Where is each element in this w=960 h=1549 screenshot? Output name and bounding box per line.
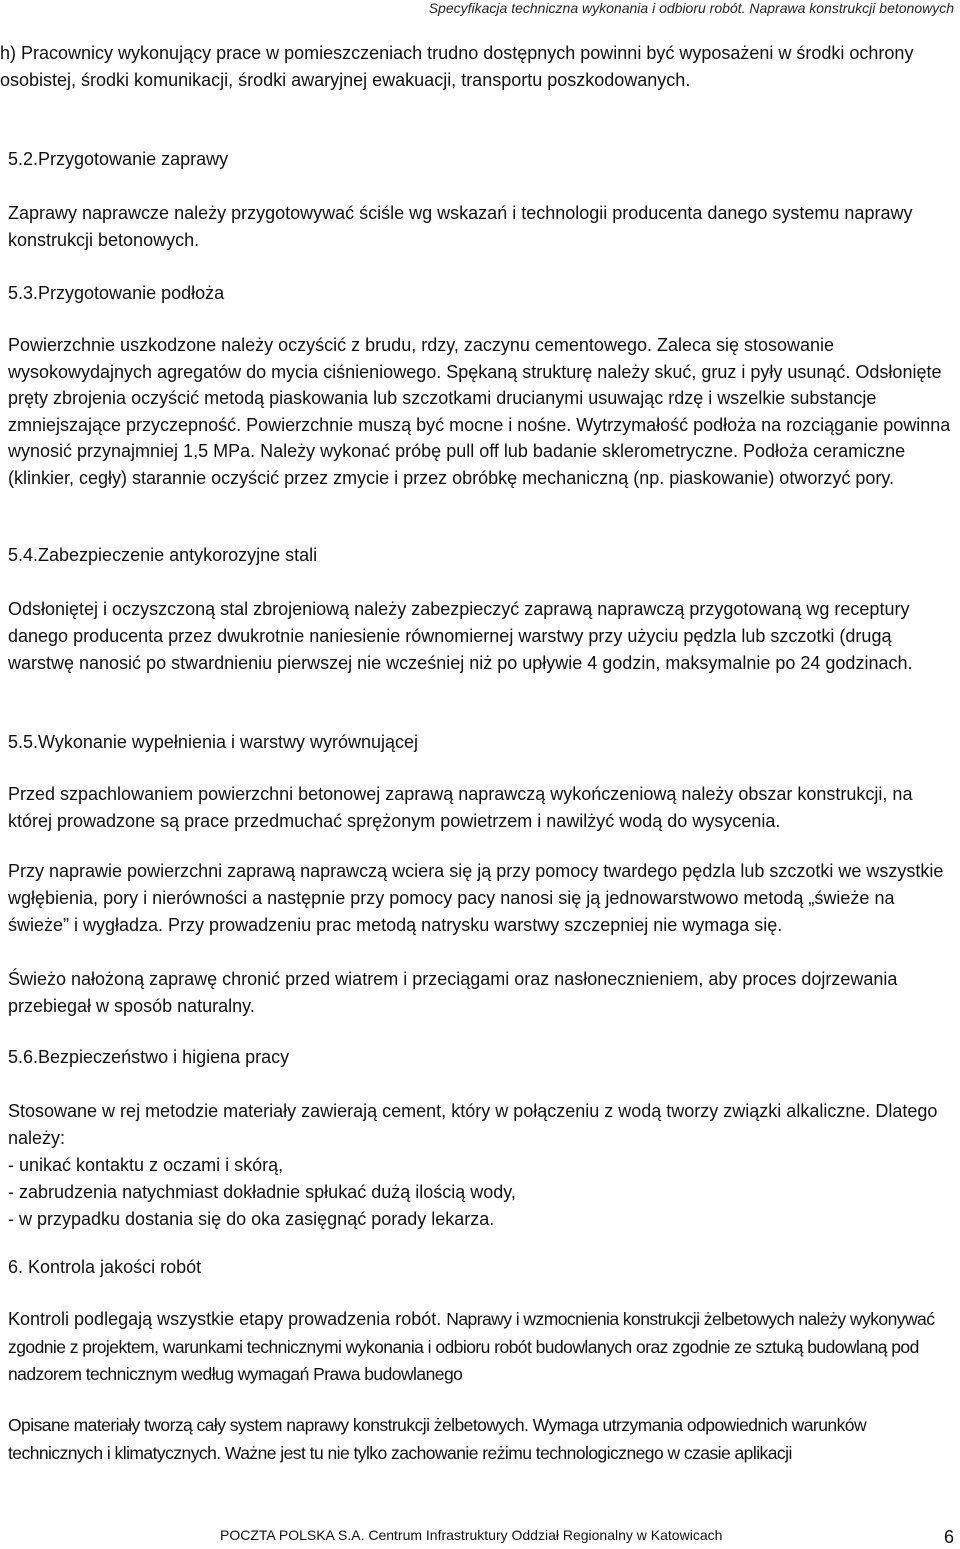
heading-5-4: 5.4.Zabezpieczenie antykorozyjne stali bbox=[8, 545, 318, 565]
heading-6: 6. Kontrola jakości robót bbox=[8, 1257, 202, 1277]
text-5-5-p3: Świeżo nałożoną zaprawę chronić przed wiatrem i przeciągami oraz nasłonecznieniem, aby proces dojrzewania przebiegał w sposób naturalny. bbox=[8, 969, 898, 1016]
page-number: 6 bbox=[943, 1527, 954, 1547]
running-header: Specyfikacja techniczna wykonania i odbioru robót. Naprawa konstrukcji betonowych bbox=[428, 0, 954, 16]
item-h: h) Pracownicy wykonujący prace w pomieszczeniach trudno dostępnych powinni być wyposażeni w środki ochrony osobistej, środki komunikacji, środki awaryjnej ewakuacji, transportu poszkodowanych. bbox=[0, 43, 914, 90]
text-5-6: Stosowane w rej metodzie materiały zawierają cement, który w połączeniu z wodą tworzy związki alkaliczne. Dlatego należy: bbox=[8, 1101, 938, 1148]
heading-5-5: 5.5.Wykonanie wypełnienia i warstwy wyrównującej bbox=[8, 732, 419, 752]
text-6-p1 bbox=[8, 1306, 954, 1389]
heading-5-3: 5.3.Przygotowanie podłoża bbox=[8, 283, 225, 303]
text-6-p1a: Kontroli podlegają wszystkie etapy prowadzenia robót. bbox=[8, 1309, 447, 1329]
text-5-5-p1: Przed szpachlowaniem powierzchni betonowej zaprawą naprawczą wykończeniową należy obszar konstrukcji, na której prowadzone są prace przedmuchać sprężonym powietrzem i nawilżyć wodą do wysycenia. bbox=[8, 784, 913, 831]
text-5-2: Zaprawy naprawcze należy przygotowywać ściśle wg wskazań i technologii producenta danego systemu naprawy konstrukcji betonowych. bbox=[8, 203, 913, 250]
text-6-p2: Opisane materiały tworzą cały system naprawy konstrukcji żelbetowych. Wymaga utrzymania odpowiednich warunków technicznych i klimatycznych. Ważne jest tu nie tylko zachowanie reżimu technologicznego w czasie aplikacji bbox=[8, 1415, 867, 1463]
heading-5-2: 5.2.Przygotowanie zaprawy bbox=[8, 149, 229, 169]
text-5-3: Powierzchnie uszkodzone należy oczyścić z brudu, rdzy, zaczynu cementowego. Zaleca się stosowanie wysokowydajnych agregatów do mycia ciśnieniowego. Spękaną strukturę należy skuć, gruz i pyły usunąć. Odsłonięte pręty zbrojenia oczyścić metodą piaskowania lub szczotkami drucianymi usuwając rdzę i wszelkie substancje zmniejszające przyczepność. Powierzchnie muszą być mocne i nośne. Wytrzymałość podłoża na rozciąganie powinna wynosić przynajmniej 1,5 MPa. Należy wykonać próbę pull off lub badanie sklerometryczne. Podłoża ceramiczne (klinkier, cegły) starannie oczyścić przez zmycie i przez obróbkę mechaniczną (np. piaskowanie) otworzyć pory. bbox=[8, 335, 951, 488]
heading-5-6: 5.6.Bezpieczeństwo i higiena pracy bbox=[8, 1047, 290, 1067]
text-5-4: Odsłoniętej i oczyszczoną stal zbrojeniową należy zabezpieczyć zaprawą naprawczą przygotowaną wg receptury danego producenta przez dwukrotnie naniesienie równomiernej warstwy przy użyciu pędzla lub szczotki (drugą warstwę nanosić po stwardnieniu pierwszej nie wcześniej niż po upływie 4 godzin, maksymalnie po 24 godzinach. bbox=[8, 599, 913, 673]
list-item: - w przypadku dostania się do oka zasięgnąć porady lekarza. bbox=[8, 1209, 495, 1229]
footer: POCZTA POLSKA S.A. Centrum Infrastruktury Oddział Regionalny w Katowicach bbox=[220, 1527, 723, 1543]
list-item: - unikać kontaktu z oczami i skórą, bbox=[8, 1155, 284, 1175]
list-item: - zabrudzenia natychmiast dokładnie spłukać dużą ilością wody, bbox=[8, 1182, 516, 1202]
text-6-p1b: Naprawy i wzmocnienia konstrukcji żelbetowych należy wykonywać zgodnie z projektem, warunkami technicznymi wykonania i odbioru robót budowlanych oraz zgodnie ze sztuką budowlaną pod nadzorem technicznym według wymagań Prawa budowlanego bbox=[8, 1309, 935, 1384]
text-5-5-p2: Przy naprawie powierzchni zaprawą naprawczą wciera się ją przy pomocy twardego pędzla lub szczotki we wszystkie wgłębienia, pory i nierówności a następnie przy pomocy pacy nanosi się ją jednowarstwowo metodą „świeże na świeże” i wygładza. Przy prowadzeniu prac metodą natrysku warstwy szczepniej nie wymaga się. bbox=[8, 861, 944, 935]
list-5-6 bbox=[8, 1152, 954, 1233]
